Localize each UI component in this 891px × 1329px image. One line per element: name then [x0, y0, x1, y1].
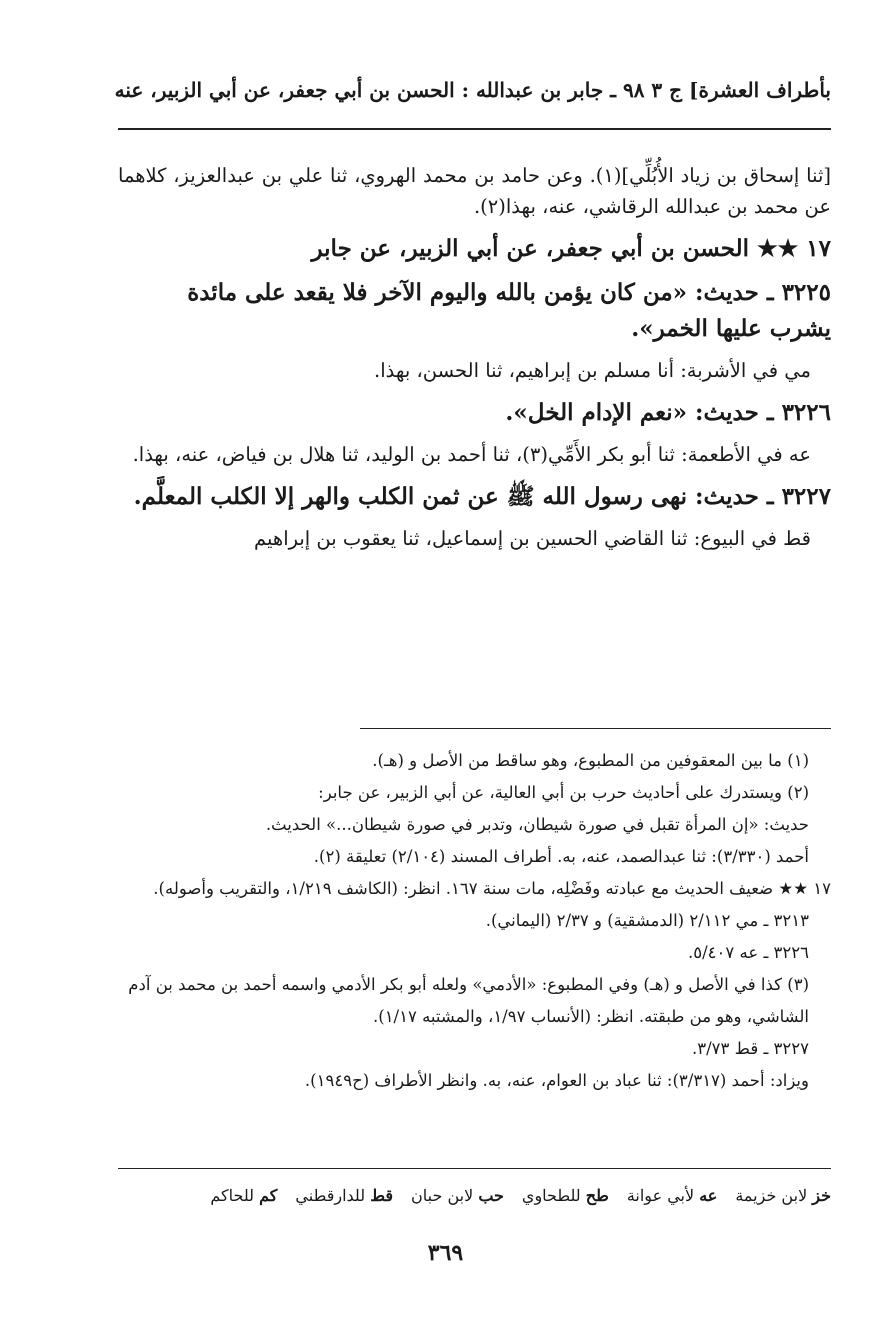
footnote: (٢) ويستدرك على أحاديث حرب بن أبي العالية، عن أبي الزبير، عن جابر: — [318, 783, 809, 802]
abbreviation-item — [210, 1186, 277, 1205]
footnotes — [118, 745, 831, 1097]
abbreviation-code: حب — [478, 1186, 504, 1205]
hadith-heading: ٣٢٢٦ ـ حديث: «نعم الإدام الخل». — [505, 399, 831, 426]
abbreviation-item — [522, 1186, 609, 1205]
hadith-heading: ٣٢٢٧ ـ حديث: نهى رسول الله ﷺ عن ثمن الكلب والهر إلا الكلب المعلَّم. — [133, 483, 831, 510]
paragraph: قط في البيوع: ثنا القاضي الحسين بن إسماعيل، ثنا يعقوب بن إبراهيم — [254, 527, 811, 550]
abbreviation-name: للدارقطني — [295, 1186, 366, 1205]
abbreviation-code: طح — [585, 1186, 609, 1205]
footnote: ١٧ ★★ ضعيف الحديث مع عبادته وفَضْلِه، مات سنة ١٦٧. انظر: (الكاشف ١/٢١٩، والتقريب وأصوله). — [153, 879, 831, 898]
hadith-heading: ١٧ ★★ الحسن بن أبي جعفر، عن أبي الزبير، عن جابر — [311, 235, 831, 262]
footnote: (٣) كذا في الأصل و (هـ) وفي المطبوع: «الأدمي» ولعله أبو بكر الأدمي واسمه أحمد بن محمد بن آدم الشاشي، وهو من طبقته. انظر: (الأنساب ١/٩٧، والمشتبه ١/١٧). — [128, 975, 809, 1026]
abbreviation-item — [627, 1186, 718, 1205]
header-rule — [118, 128, 831, 130]
paragraph: [ثنا إسحاق بن زياد الأُبُلِّي](١). وعن حامد بن محمد الهروي، ثنا علي بن عبدالعزيز، كلاهما عن محمد بن عبدالله الرقاشي، عنه، بهذا(٢). — [118, 164, 831, 218]
abbreviation-key — [118, 1186, 831, 1205]
footnote: ويزاد: أحمد (٣/٣١٧): ثنا عباد بن العوام، عنه، به. وانظر الأطراف (ح١٩٤٩). — [304, 1071, 809, 1090]
footnote: حديث: «إن المرأة تقبل في صورة شيطان، وتدبر في صورة شيطان...» الحديث. — [265, 815, 809, 834]
abbreviation-code: كم — [259, 1186, 278, 1205]
abbreviation-item — [295, 1186, 393, 1205]
page-number: ٣٦٩ — [427, 1240, 464, 1266]
paragraph: مي في الأشربة: أنا مسلم بن إبراهيم، ثنا الحسن، بهذا. — [374, 359, 811, 382]
footnote: ٣٢٢٦ ـ عه ٥/٤٠٧. — [688, 943, 809, 962]
abbreviation-code: عه — [699, 1186, 718, 1205]
abbreviation-item — [735, 1186, 831, 1205]
abbreviation-item — [411, 1186, 504, 1205]
abbreviation-code: قط — [370, 1186, 394, 1205]
footnote: (١) ما بين المعقوفين من المطبوع، وهو ساقط من الأصل و (هـ). — [372, 751, 809, 770]
paragraph: عه في الأطعمة: ثنا أبو بكر الأَمِّي(٣)، ثنا أحمد بن الوليد، ثنا هلال بن فياض، عنه، بهذا. — [132, 443, 811, 466]
footnote: ٣٢٢٧ ـ قط ٣/٧٣. — [692, 1039, 809, 1058]
abbreviation-name: لأبي عوانة — [626, 1186, 695, 1205]
footnote: ٣٢١٣ ـ مي ٢/١١٢ (الدمشقية) و ٢/٣٧ (اليماني). — [485, 911, 809, 930]
footnote: أحمد (٣/٣٣٠): ثنا عبدالصمد، عنه، به. أطراف المسند (٢/١٠٤) تعليقة (٢). — [313, 847, 809, 866]
abbreviation-name: لابن حبان — [411, 1186, 474, 1205]
abbreviation-name: للحاكم — [210, 1186, 255, 1205]
abbreviation-name: للطحاوي — [521, 1186, 581, 1205]
footnote-separator — [360, 728, 831, 729]
hadith-heading: ٣٢٢٥ ـ حديث: «من كان يؤمن بالله واليوم الآخر فلا يقعد على مائدة يشرب عليها الخمر». — [187, 279, 831, 342]
main-text — [118, 160, 831, 563]
abbreviation-code: خز — [812, 1186, 831, 1205]
abbreviation-rule — [118, 1168, 831, 1169]
running-header: بأطراف العشرة] ج ٣ ٩٨ ـ جابر بن عبدالله : الحسن بن أبي جعفر، عن أبي الزبير، عنه — [114, 78, 831, 102]
abbreviation-name: لابن خزيمة — [735, 1186, 808, 1205]
